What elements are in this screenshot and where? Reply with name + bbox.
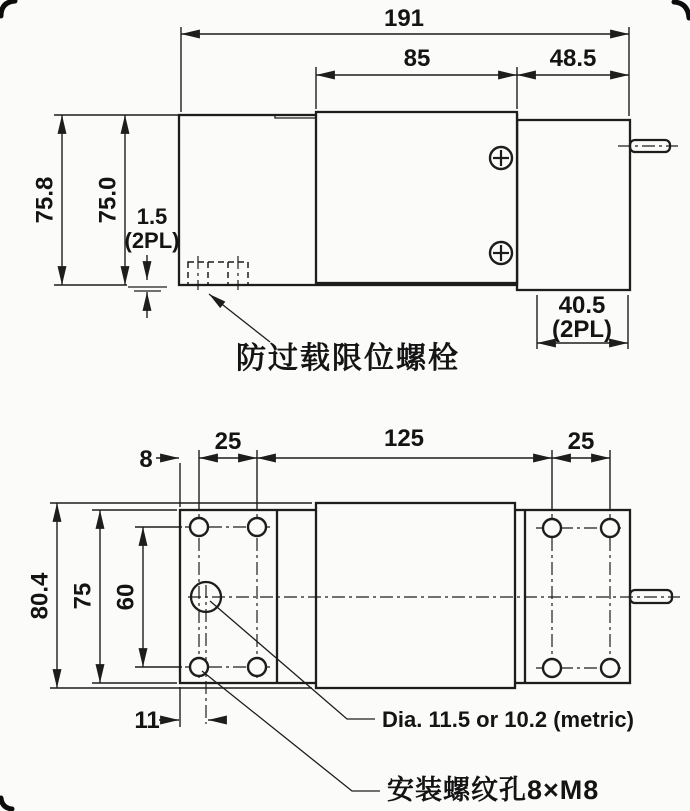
dim-body-width-value: 75	[69, 582, 97, 610]
mounting-hole	[601, 659, 619, 677]
dim-mid-length-value: 85	[403, 45, 431, 72]
dim-overload-gap	[125, 204, 180, 318]
dim-overall-width-value: 80.4	[26, 572, 54, 620]
frame-corner-top-right	[674, 2, 689, 18]
dim-overall-length-value: 191	[383, 5, 425, 32]
dim-hole-span-center	[257, 425, 552, 509]
load-hole-dia-label: Dia. 11.5 or 10.2 (metric)	[382, 707, 634, 732]
mounting-hole	[543, 659, 561, 677]
dim-edge-to-load-hole	[134, 687, 224, 734]
dim-edge-to-load-hole-value: 11	[134, 707, 160, 734]
dim-overall-width	[26, 503, 57, 688]
dim-right-length	[517, 45, 629, 75]
mounting-holes-label: 安装螺纹孔8×M8	[387, 775, 600, 805]
dim-body-height-value: 75.0	[94, 176, 122, 224]
dim-mid-length	[316, 45, 517, 109]
dim-overload-gap-value: 1.5	[136, 204, 168, 229]
dim-hole-pitch-right	[552, 428, 610, 509]
dim-overall-height-value: 75.8	[31, 176, 59, 224]
cover-screw-icon-bottom	[490, 242, 512, 264]
mounting-hole	[601, 519, 619, 537]
frame-corner-bottom-left	[1, 798, 12, 809]
dim-right-bottom-value: 40.5	[558, 292, 606, 319]
dim-hole-pitch-vertical-value: 60	[112, 583, 140, 611]
overload-bolt-label: 防过载限位螺栓	[236, 342, 460, 375]
side-view	[31, 5, 678, 375]
dim-right-length-value: 48.5	[549, 45, 597, 72]
side-view-right-block	[517, 120, 630, 290]
dim-right-bottom	[537, 292, 628, 349]
side-view-center-block	[316, 112, 517, 283]
dim-right-bottom-note: (2PL)	[552, 316, 612, 343]
mounting-holes-callout	[202, 671, 599, 805]
frame-corner-top-left	[1, 1, 15, 16]
dim-hole-pitch-left	[199, 428, 257, 509]
dim-body-height	[94, 115, 125, 285]
overload-bolt-callout	[209, 294, 460, 375]
dim-hole-pitch-left-value: 25	[214, 428, 242, 455]
plan-view	[26, 425, 680, 805]
mounting-hole	[190, 518, 208, 536]
dim-edge-to-hole-col-value: 8	[139, 446, 153, 473]
dim-hole-pitch-right-value: 25	[567, 428, 595, 455]
dim-hole-pitch-vertical	[112, 527, 182, 667]
mounting-hole	[248, 658, 266, 676]
dim-hole-span-center-value: 125	[383, 425, 425, 452]
dim-edge-to-hole-col	[139, 446, 180, 507]
dim-overload-gap-note: (2PL)	[124, 228, 180, 253]
cover-screw-icon-top	[490, 147, 512, 169]
mounting-hole	[543, 519, 561, 537]
mounting-hole	[248, 518, 266, 536]
plan-center-block	[316, 503, 515, 688]
